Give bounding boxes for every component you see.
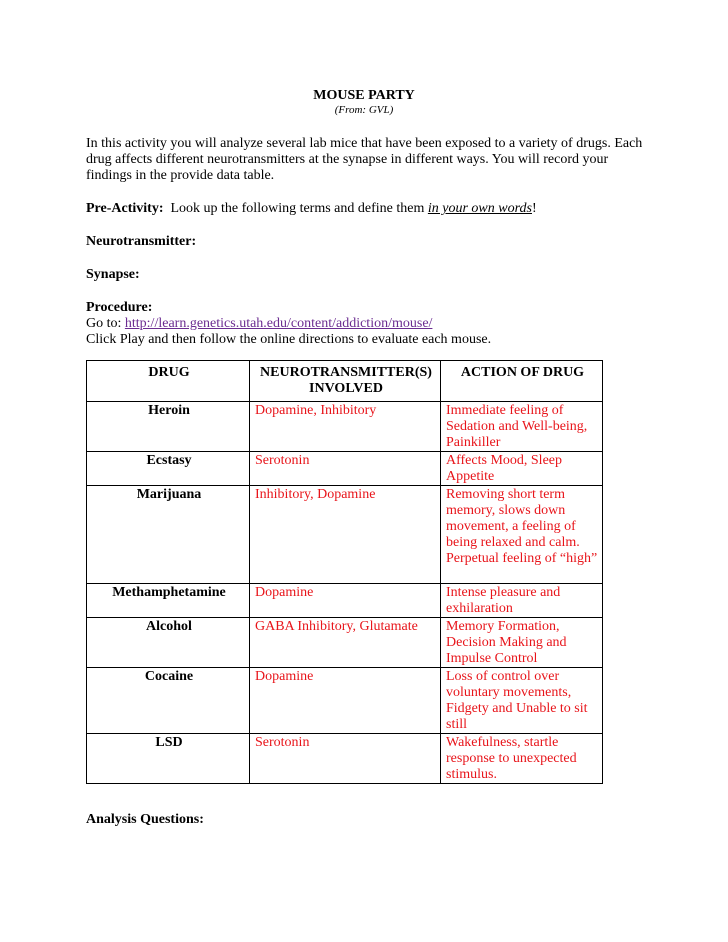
drug-cell: Alcohol xyxy=(87,618,250,668)
page-subtitle: (From: GVL) xyxy=(334,104,394,116)
action-cell: Wakefulness, startle response to unexpected stimulus. xyxy=(441,734,603,784)
drug-cell: Ecstasy xyxy=(87,452,250,486)
header-neurotransmitter: NEUROTRANSMITTER(S) INVOLVED xyxy=(250,361,441,402)
neurotransmitter-cell: Serotonin xyxy=(250,452,441,486)
pre-activity-label: Pre-Activity: xyxy=(86,201,164,216)
drug-cell: Methamphetamine xyxy=(87,584,250,618)
procedure-label: Procedure: xyxy=(86,300,153,315)
neurotransmitter-cell: Dopamine xyxy=(250,668,441,734)
table-row xyxy=(87,584,603,618)
drug-cell: Cocaine xyxy=(87,668,250,734)
neurotransmitter-cell: Serotonin xyxy=(250,734,441,784)
drug-cell: Heroin xyxy=(87,402,250,452)
header-action: ACTION OF DRUG xyxy=(441,361,603,402)
neurotransmitter-cell: Inhibitory, Dopamine xyxy=(250,486,441,584)
term-synapse: Synapse: xyxy=(86,267,140,282)
table-row xyxy=(87,668,603,734)
neurotransmitter-cell: GABA Inhibitory, Glutamate xyxy=(250,618,441,668)
action-cell: Removing short term memory, slows down movement, a feeling of being relaxed and calm. Perpetual feeling of “high” xyxy=(441,486,603,584)
go-to-text: Go to: xyxy=(86,316,125,331)
pre-activity-emphasis: in your own words xyxy=(427,201,532,216)
procedure-instructions: Click Play and then follow the online directions to evaluate each mouse. xyxy=(86,332,492,347)
table-row xyxy=(87,402,603,452)
analysis-questions-label: Analysis Questions: xyxy=(86,812,204,827)
neurotransmitter-cell: Dopamine, Inhibitory xyxy=(250,402,441,452)
page-title: MOUSE PARTY xyxy=(313,88,415,103)
intro-paragraph: In this activity you will analyze several lab mice that have been exposed to a variety of drugs. Each drug affects different neurotransmitters at the synapse in different ways. You will record your findings in the provide data table. xyxy=(86,136,643,183)
table-row xyxy=(87,618,603,668)
term-neurotransmitter: Neurotransmitter: xyxy=(86,234,197,249)
drug-cell: Marijuana xyxy=(87,486,250,584)
action-cell: Intense pleasure and exhilaration xyxy=(441,584,603,618)
drug-table xyxy=(86,360,603,784)
pre-activity-end: ! xyxy=(531,201,537,216)
pre-activity-text: Look up the following terms and define them xyxy=(163,201,428,216)
action-cell: Loss of control over voluntary movements, Fidgety and Unable to sit still xyxy=(441,668,603,734)
action-cell: Affects Mood, Sleep Appetite xyxy=(441,452,603,486)
action-cell: Immediate feeling of Sedation and Well-being, Painkiller xyxy=(441,402,603,452)
drug-cell: LSD xyxy=(87,734,250,784)
neurotransmitter-cell: Dopamine xyxy=(250,584,441,618)
action-cell: Memory Formation, Decision Making and Impulse Control xyxy=(441,618,603,668)
table-row xyxy=(87,452,603,486)
mouse-party-link[interactable]: http://learn.genetics.utah.edu/content/addiction/mouse/ xyxy=(124,316,433,331)
table-row xyxy=(87,486,603,584)
procedure-body xyxy=(86,316,646,348)
table-header-row xyxy=(87,361,603,402)
pre-activity xyxy=(86,201,646,217)
table-row xyxy=(87,734,603,784)
header-drug: DRUG xyxy=(87,361,250,402)
